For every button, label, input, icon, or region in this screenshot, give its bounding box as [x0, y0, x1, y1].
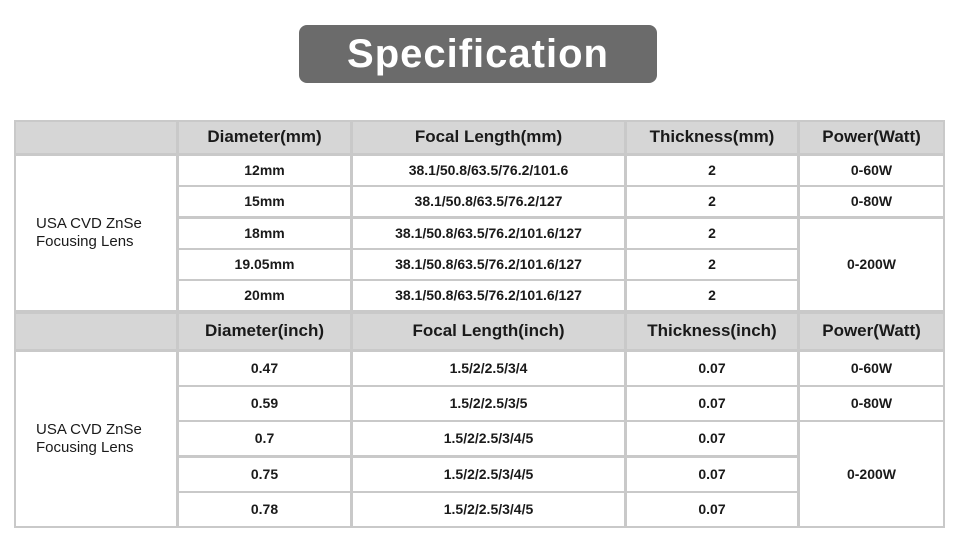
lens-type-line2: Focusing Lens — [36, 233, 134, 250]
diameter-cell: 0.47 — [179, 352, 350, 385]
diameter-cell: 19.05mm — [179, 250, 350, 279]
focal-length-cell: 1.5/2/2.5/3/5 — [353, 387, 624, 420]
header-power-inch: Power(Watt) — [800, 314, 943, 349]
diameter-cell: 0.75 — [179, 458, 350, 491]
header-focal-length-inch: Focal Length(inch) — [353, 314, 624, 349]
thickness-cell: 2 — [627, 187, 797, 216]
header-diameter-inch: Diameter(inch) — [179, 314, 350, 349]
thickness-cell: 0.07 — [627, 422, 797, 455]
header-focal-length: Focal Length(mm) — [353, 122, 624, 153]
diameter-cell: 18mm — [179, 219, 350, 248]
power-cell: 0-200W — [800, 219, 943, 310]
diameter-cell: 0.78 — [179, 493, 350, 526]
thickness-cell: 2 — [627, 250, 797, 279]
focal-length-cell: 38.1/50.8/63.5/76.2/101.6 — [353, 156, 624, 185]
title-banner — [299, 25, 657, 83]
focal-length-cell: 1.5/2/2.5/3/4/5 — [353, 458, 624, 491]
thickness-cell: 0.07 — [627, 387, 797, 420]
thickness-cell: 2 — [627, 219, 797, 248]
header-thickness: Thickness(mm) — [627, 122, 797, 153]
power-cell: 0-60W — [800, 156, 943, 185]
focal-length-cell: 1.5/2/2.5/3/4 — [353, 352, 624, 385]
power-cell: 0-80W — [800, 187, 943, 216]
header-thickness-inch: Thickness(inch) — [627, 314, 797, 349]
power-cell: 0-200W — [800, 422, 943, 526]
header-corner — [16, 314, 176, 349]
header-corner — [16, 122, 176, 153]
focal-length-cell: 38.1/50.8/63.5/76.2/127 — [353, 187, 624, 216]
lens-type-label — [16, 156, 176, 310]
page-title: Specification — [347, 31, 609, 76]
thickness-cell: 2 — [627, 281, 797, 310]
focal-length-cell: 1.5/2/2.5/3/4/5 — [353, 493, 624, 526]
diameter-cell: 15mm — [179, 187, 350, 216]
lens-type-line1: USA CVD ZnSe — [36, 215, 142, 232]
thickness-cell: 0.07 — [627, 352, 797, 385]
header-diameter: Diameter(mm) — [179, 122, 350, 153]
diameter-cell: 20mm — [179, 281, 350, 310]
focal-length-cell: 1.5/2/2.5/3/4/5 — [353, 422, 624, 455]
power-cell: 0-60W — [800, 352, 943, 385]
lens-type-line1: USA CVD ZnSe — [36, 421, 142, 438]
diameter-cell: 0.7 — [179, 422, 350, 455]
thickness-cell: 2 — [627, 156, 797, 185]
header-power: Power(Watt) — [800, 122, 943, 153]
lens-type-line2: Focusing Lens — [36, 439, 134, 456]
diameter-cell: 0.59 — [179, 387, 350, 420]
spec-table — [14, 120, 945, 528]
thickness-cell: 0.07 — [627, 458, 797, 491]
thickness-cell: 0.07 — [627, 493, 797, 526]
focal-length-cell: 38.1/50.8/63.5/76.2/101.6/127 — [353, 219, 624, 248]
focal-length-cell: 38.1/50.8/63.5/76.2/101.6/127 — [353, 281, 624, 310]
diameter-cell: 12mm — [179, 156, 350, 185]
lens-type-label — [16, 352, 176, 526]
power-cell: 0-80W — [800, 387, 943, 420]
focal-length-cell: 38.1/50.8/63.5/76.2/101.6/127 — [353, 250, 624, 279]
